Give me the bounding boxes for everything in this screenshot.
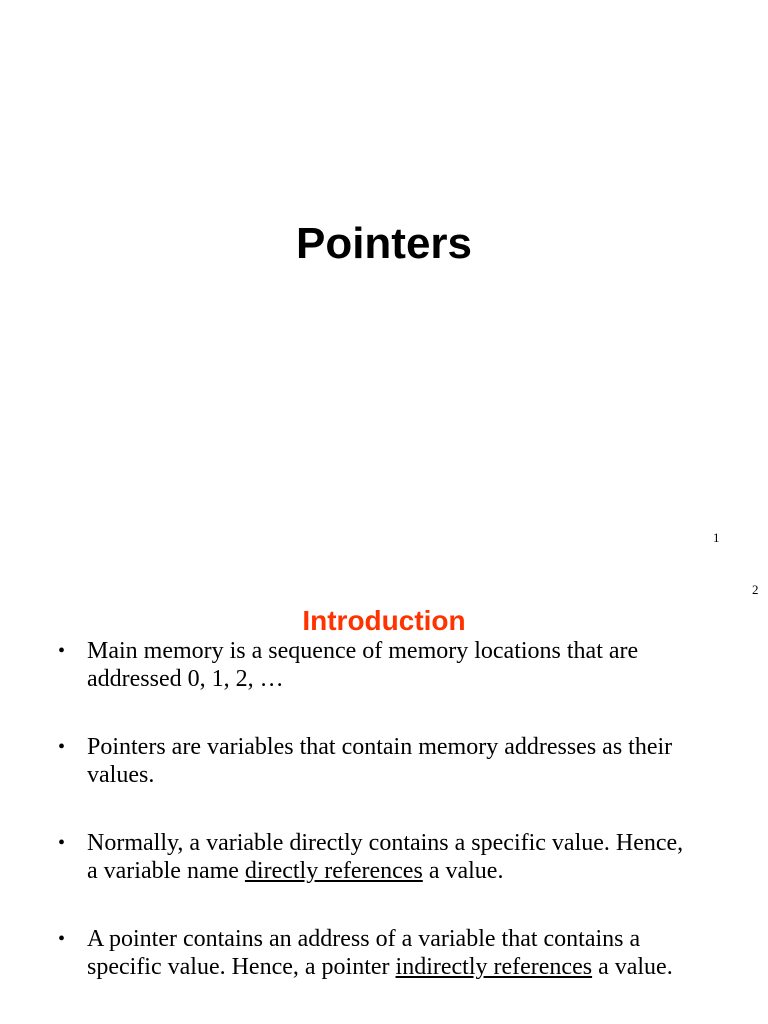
bullet-text: Normally, a variable directly contains a specific value. Hence, a variable name — [87, 830, 684, 884]
page-number: 2 — [752, 582, 759, 597]
slide-2 — [0, 560, 768, 1024]
bullet-dot-icon: • — [58, 736, 66, 758]
page-number: 1 — [713, 530, 720, 545]
section-title: Introduction — [302, 605, 466, 636]
bullet-text: A pointer contains an address of a variable that contains a specific value. Hence, a pointer — [87, 926, 641, 980]
bullet-item — [58, 733, 698, 789]
bullet-dot-icon: • — [58, 640, 66, 662]
bullet-text: a value. — [592, 954, 673, 980]
underlined-term: indirectly references — [395, 954, 593, 980]
bullet-text: a value. — [422, 858, 504, 884]
bullet-list — [58, 637, 698, 981]
underlined-term: directly references — [244, 858, 423, 884]
bullet-item — [58, 829, 698, 885]
bullet-dot-icon: • — [58, 832, 66, 854]
slide-title: Pointers — [295, 219, 473, 268]
bullet-item — [58, 637, 698, 693]
bullet-text: Main memory is a sequence of memory locations that are addressed 0, 1, 2, … — [87, 638, 639, 692]
bullet-text: Pointers are variables that contain memory addresses as their values. — [87, 734, 673, 788]
bullet-dot-icon: • — [58, 928, 66, 950]
bullet-item — [58, 925, 698, 981]
